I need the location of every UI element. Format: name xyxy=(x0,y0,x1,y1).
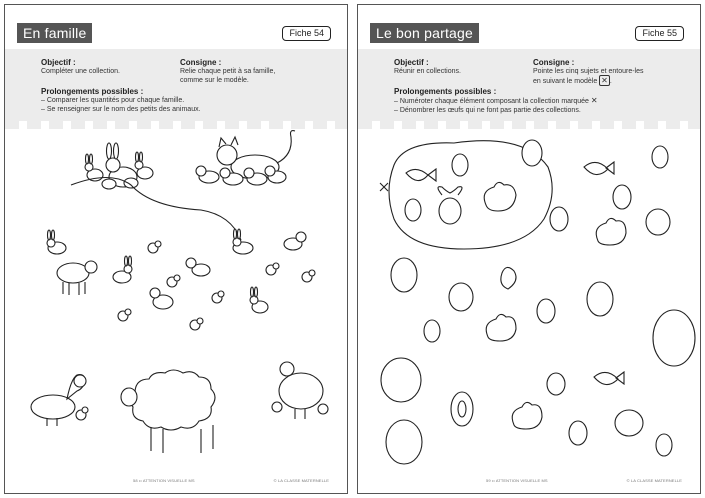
fiche-badge: Fiche 54 xyxy=(282,26,331,41)
objectif-text: Compléter une collection. xyxy=(41,68,120,75)
model-link-line xyxy=(71,178,241,241)
page-title: Le bon partage xyxy=(370,23,479,43)
cross-mark-icon xyxy=(380,183,388,191)
model-collection-icon xyxy=(405,154,516,224)
rabbit-family-icon xyxy=(85,143,153,189)
objectif-label: Objectif : xyxy=(41,58,76,67)
prolongements-label: Prolongements possibles : xyxy=(41,87,144,96)
objectif-label: Objectif : xyxy=(394,58,429,67)
footer-left: 59 •• ATTENTION VISUELLE MS xyxy=(486,478,548,483)
model-cross-icon: ✕ xyxy=(601,76,608,85)
cross-mark-icon: ✕ xyxy=(590,96,598,105)
easter-items-illustration xyxy=(358,5,701,494)
fiche-badge: Fiche 55 xyxy=(635,26,684,41)
worksheet-en-famille xyxy=(4,4,348,494)
consigne-line: en suivant le modèle ✕ . xyxy=(533,76,612,85)
chick-icon xyxy=(486,218,626,429)
scattered-animals-icon xyxy=(47,229,315,330)
page-title: En famille xyxy=(17,23,92,43)
sheep-icon xyxy=(121,370,215,453)
consigne-line-text: en suivant le modèle xyxy=(533,78,598,85)
consigne-line: Relie chaque petit à sa famille, xyxy=(180,68,276,75)
fish-icon xyxy=(501,162,624,385)
duck-icon xyxy=(31,375,88,426)
prolongement-line: – Se renseigner sur le nom des petits des animaux. xyxy=(41,106,201,113)
footer-right: © LA CLASSE MATERNELLE xyxy=(273,478,329,483)
prolongement-line: – Dénombrer les œufs qui ne font pas partie des collections. xyxy=(394,107,581,114)
animal-families-illustration xyxy=(5,5,348,494)
consigne-label: Consigne : xyxy=(533,58,575,67)
consigne-line: Pointe les cinq sujets et entoure-les xyxy=(533,68,644,75)
prolongements-label: Prolongements possibles : xyxy=(394,87,497,96)
footer-left: 58 •• ATTENTION VISUELLE MS xyxy=(133,478,195,483)
objectif-text: Réunir en collections. xyxy=(394,68,461,75)
consigne-line: comme sur le modèle. xyxy=(180,77,249,84)
footer-right: © LA CLASSE MATERNELLE xyxy=(626,478,682,483)
prolongement-line: – Comparer les quantités pour chaque famille. xyxy=(41,97,185,104)
prolongement-line-text: – Numéroter chaque élément composant la collection marquée xyxy=(394,98,589,105)
hen-icon xyxy=(272,362,328,419)
cat-family-icon xyxy=(196,131,295,185)
consigne-label: Consigne : xyxy=(180,58,222,67)
worksheet-le-bon-partage xyxy=(357,4,701,494)
